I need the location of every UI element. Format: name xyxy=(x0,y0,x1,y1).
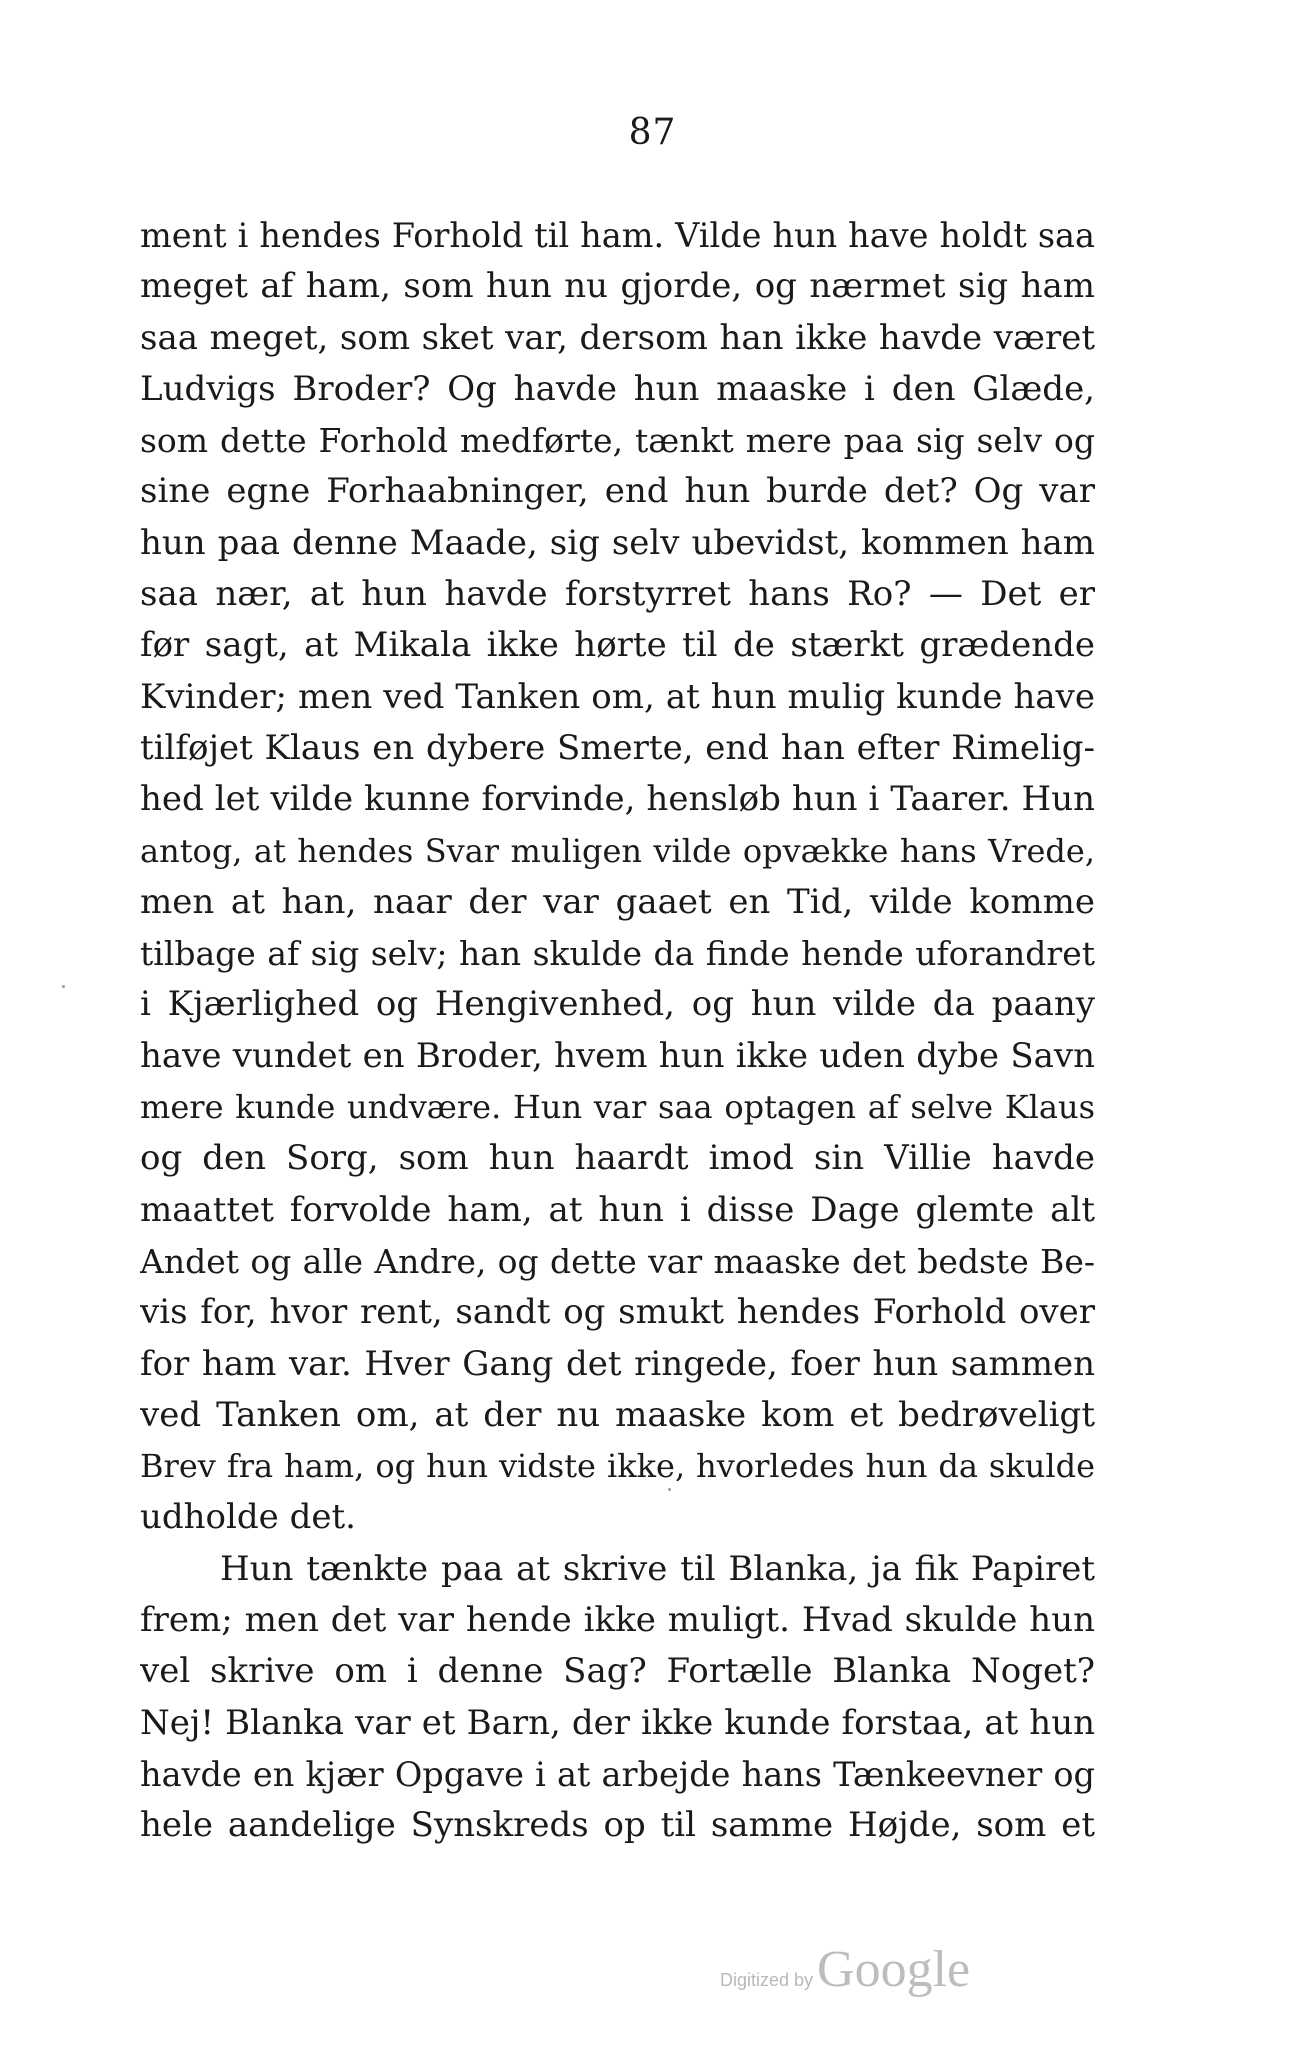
body-text xyxy=(140,210,1095,1852)
text-line: ment i hendes Forhold til ham. Vilde hun have holdt saa xyxy=(140,216,1095,255)
text-line: udholde det. xyxy=(140,1497,356,1538)
text-line: frem; men det var hende ikke muligt. Hvad skulde hun xyxy=(140,1600,1095,1641)
text-line: tilføjet Klaus en dybere Smerte, end han efter Rimelig- xyxy=(140,727,1095,768)
text-line: vis for, hvor rent, sandt og smukt hendes Forhold over xyxy=(140,1292,1095,1333)
text-line: maattet forvolde ham, at hun i disse Dage glemte alt xyxy=(140,1189,1095,1230)
text-line: hun paa denne Maade, sig selv ubevidst, kommen ham xyxy=(140,522,1095,563)
paper-speck xyxy=(668,1488,671,1491)
text-line: mere kunde undvære. Hun var saa optagen af selve Klaus xyxy=(140,1088,1095,1127)
text-line: Nej! Blanka var et Barn, der ikke kunde forstaa, at hun xyxy=(140,1702,1095,1743)
text-line: Brev fra ham, og hun vidste ikke, hvorledes hun da skulde xyxy=(140,1447,1095,1486)
text-line: vel skrive om i denne Sag? Fortælle Blanka Noget? xyxy=(140,1651,1095,1692)
text-line: for ham var. Hver Gang det ringede, foer hun sammen xyxy=(140,1343,1095,1384)
text-line: og den Sorg, som hun haardt imod sin Villie havde xyxy=(140,1138,1095,1179)
text-line: Andet og alle Andre, og dette var maaske det bedste Be- xyxy=(140,1241,1095,1281)
text-line: have vundet en Broder, hvem hun ikke uden dybe Savn xyxy=(140,1035,1095,1076)
text-line: antog, at hendes Svar muligen vilde opvække hans Vrede, xyxy=(140,831,1095,870)
text-line: meget af ham, som hun nu gjorde, og nærmet sig ham xyxy=(140,266,1095,307)
text-line: saa meget, som sket var, dersom han ikke havde været xyxy=(140,317,1095,358)
text-line: men at han, naar der var gaaet en Tid, vilde komme xyxy=(140,881,1095,922)
text-line: Ludvigs Broder? Og havde hun maaske i den Glæde, xyxy=(140,368,1095,409)
watermark-prefix: Digitized by xyxy=(720,1970,814,1990)
text-line: hele aandelige Synskreds op til samme Højde, som et xyxy=(140,1805,1095,1846)
page-number: 87 xyxy=(628,112,677,153)
text-line: i Kjærlighed og Hengivenhed, og hun vilde da paany xyxy=(140,984,1095,1025)
text-line: havde en kjær Opgave i at arbejde hans Tænkeevner og xyxy=(140,1754,1095,1794)
text-line: sine egne Forhaabninger, end hun burde det? Og var xyxy=(140,471,1095,512)
text-line: Hun tænkte paa at skrive til Blanka, ja fik Papiret xyxy=(220,1548,1095,1589)
text-line: saa nær, at hun havde forstyrret hans Ro? — Det er xyxy=(140,574,1095,615)
text-line: hed let vilde kunne forvinde, hensløb hun i Taarer. Hun xyxy=(140,779,1095,820)
paper-speck xyxy=(62,985,65,988)
text-line: før sagt, at Mikala ikke hørte til de stærkt grædende xyxy=(140,625,1095,666)
text-line: som dette Forhold medførte, tænkt mere paa sig selv og xyxy=(140,421,1095,461)
watermark-logo: Google xyxy=(817,1941,971,1998)
text-line: tilbage af sig selv; han skulde da finde hende uforandret xyxy=(140,934,1095,974)
text-line: Kvinder; men ved Tanken om, at hun mulig kunde have xyxy=(140,676,1095,717)
digitization-watermark xyxy=(720,1940,970,1999)
text-line: ved Tanken om, at der nu maaske kom et bedrøveligt xyxy=(140,1394,1095,1435)
